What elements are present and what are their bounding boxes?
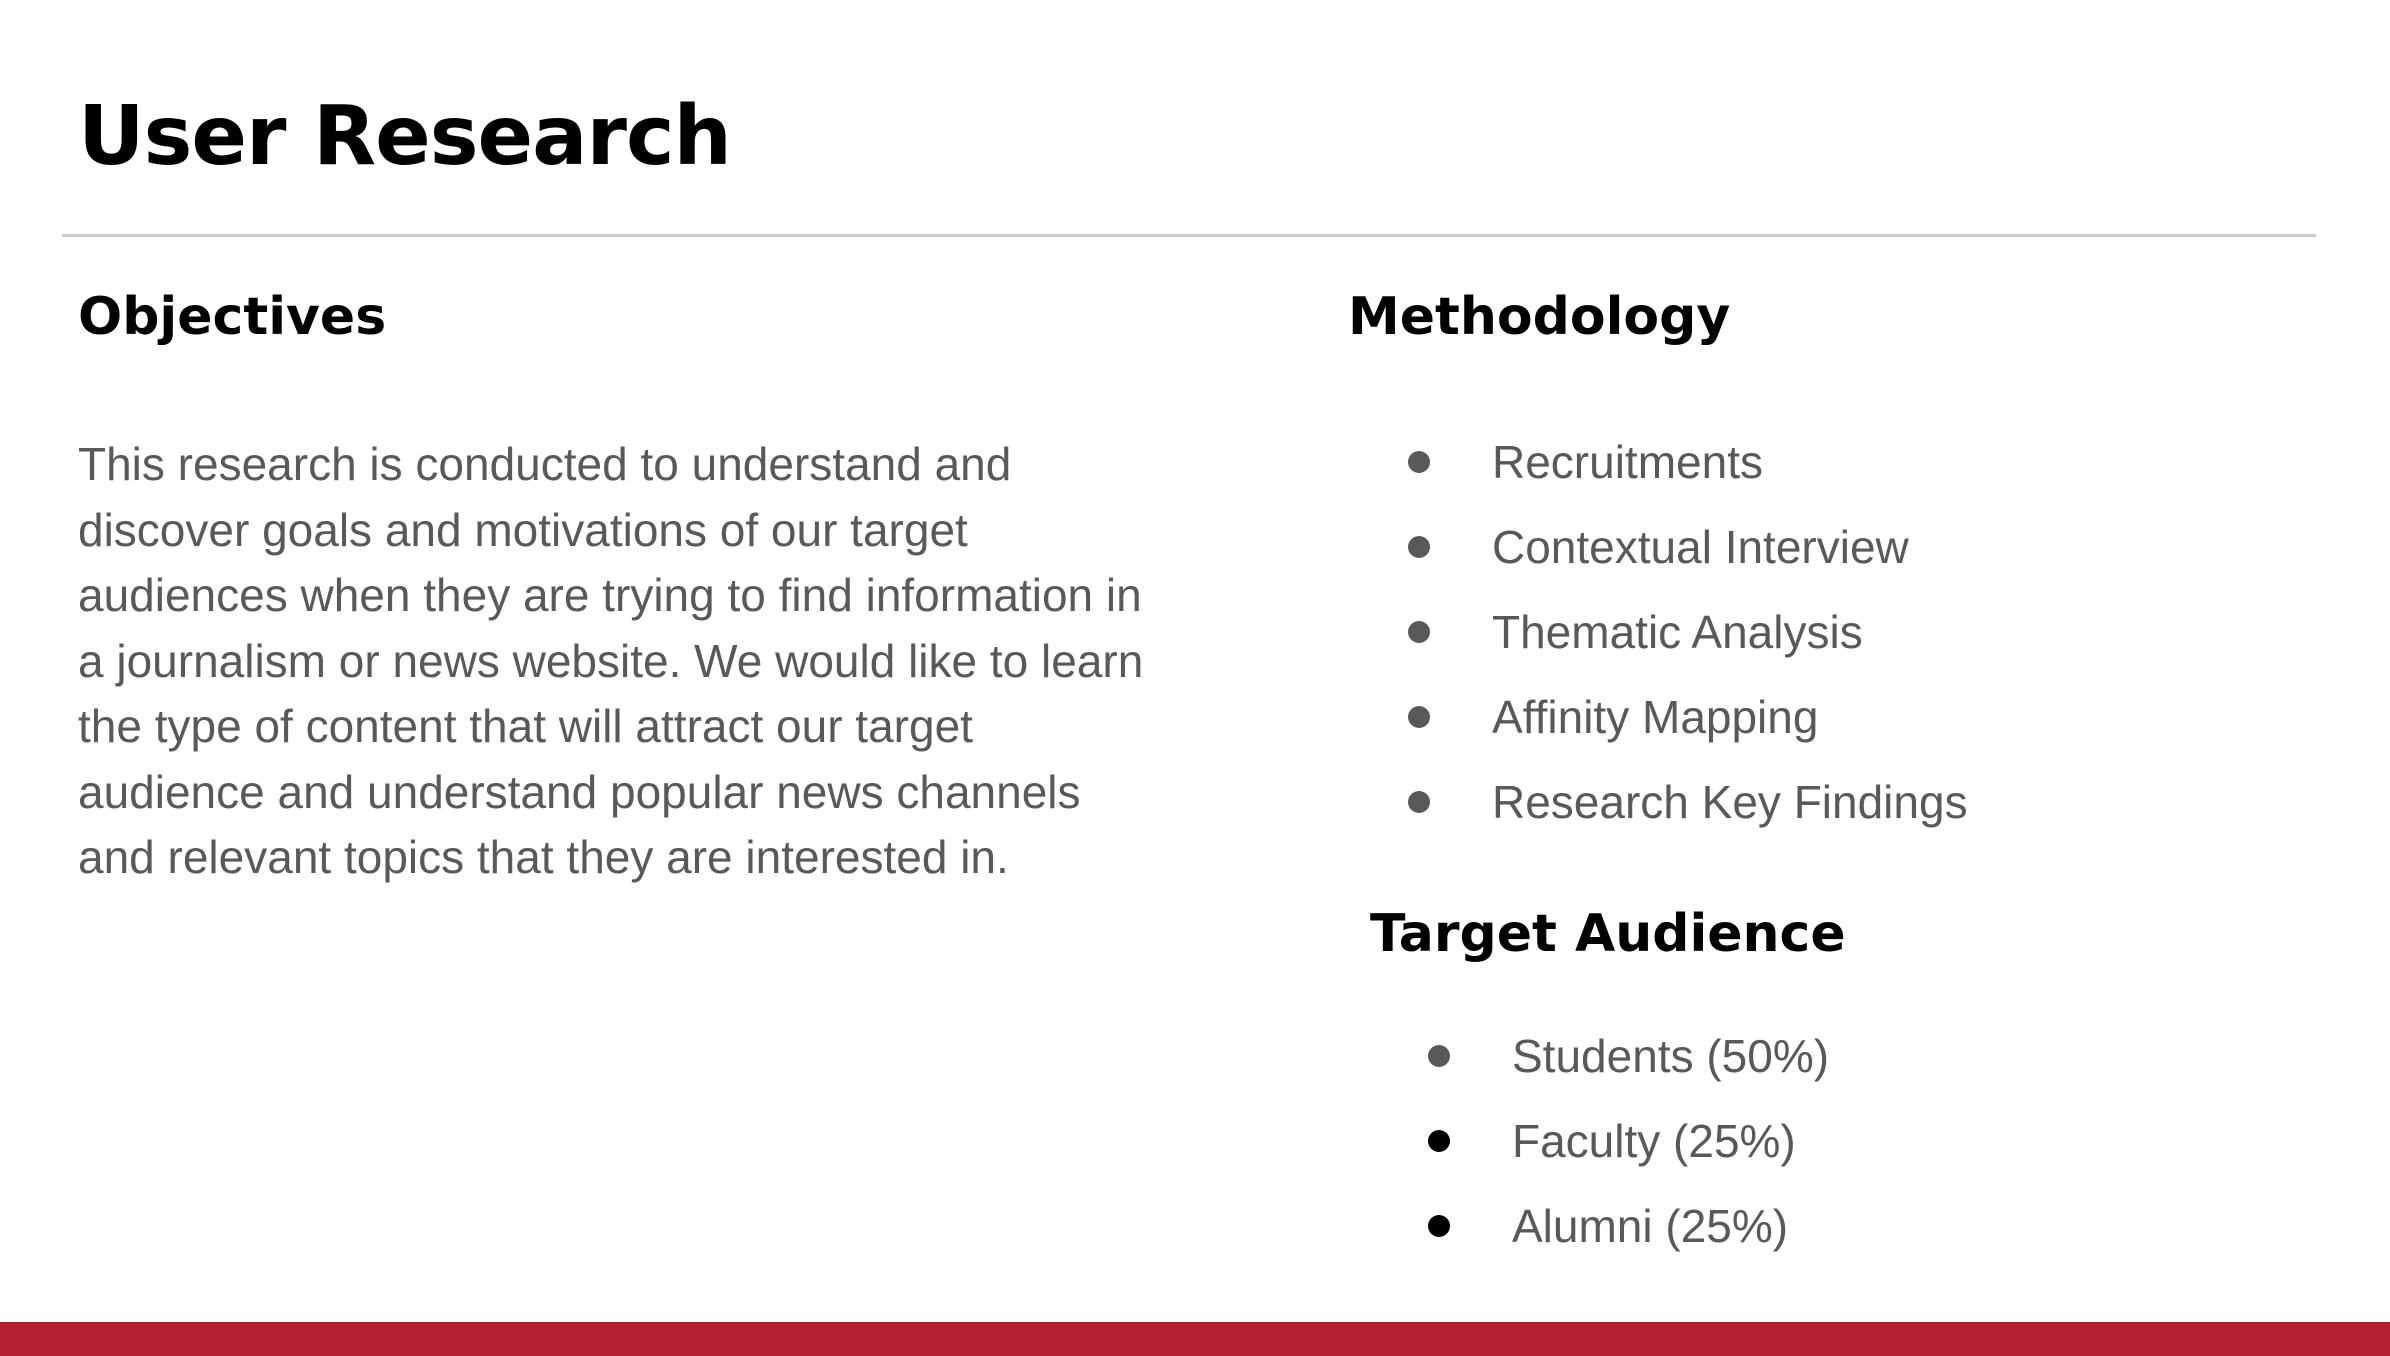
objectives-heading: Objectives bbox=[78, 287, 387, 347]
bullet-icon bbox=[1408, 706, 1430, 728]
target-audience-list bbox=[1420, 1026, 1829, 1281]
bullet-icon bbox=[1408, 536, 1430, 558]
list-item-label: Recruitments bbox=[1492, 436, 1763, 488]
list-item-label: Faculty (25%) bbox=[1512, 1115, 1796, 1167]
slide-title: User Research bbox=[78, 89, 731, 184]
footer-accent-bar bbox=[0, 1322, 2390, 1356]
target-audience-heading: Target Audience bbox=[1370, 904, 1846, 964]
list-item bbox=[1400, 432, 1968, 517]
list-item-label: Students (50%) bbox=[1512, 1030, 1830, 1082]
list-item-label: Thematic Analysis bbox=[1492, 606, 1863, 658]
bullet-icon bbox=[1408, 621, 1430, 643]
list-item-label: Affinity Mapping bbox=[1492, 691, 1819, 743]
methodology-list bbox=[1400, 432, 1968, 857]
bullet-icon bbox=[1428, 1215, 1450, 1237]
list-item bbox=[1400, 517, 1968, 602]
list-item bbox=[1400, 602, 1968, 687]
list-item bbox=[1420, 1111, 1829, 1196]
bullet-icon bbox=[1408, 451, 1430, 473]
methodology-heading: Methodology bbox=[1348, 287, 1731, 347]
list-item-label: Research Key Findings bbox=[1492, 776, 1968, 828]
list-item bbox=[1400, 772, 1968, 857]
list-item-label: Alumni (25%) bbox=[1512, 1200, 1789, 1252]
list-item-label: Contextual Interview bbox=[1492, 521, 1909, 573]
bullet-icon bbox=[1428, 1045, 1450, 1067]
title-divider bbox=[62, 234, 2316, 237]
list-item bbox=[1420, 1026, 1829, 1111]
list-item bbox=[1400, 687, 1968, 772]
list-item bbox=[1420, 1196, 1829, 1281]
bullet-icon bbox=[1408, 791, 1430, 813]
objectives-body: This research is conducted to understand and discover goals and motivations of our target audiences when they are trying to find information in a journalism or news website. We would like to learn the type of content that will attract our target audience and understand popular news channels and relevant topics that they are interested in. bbox=[78, 438, 1144, 883]
bullet-icon bbox=[1428, 1130, 1450, 1152]
